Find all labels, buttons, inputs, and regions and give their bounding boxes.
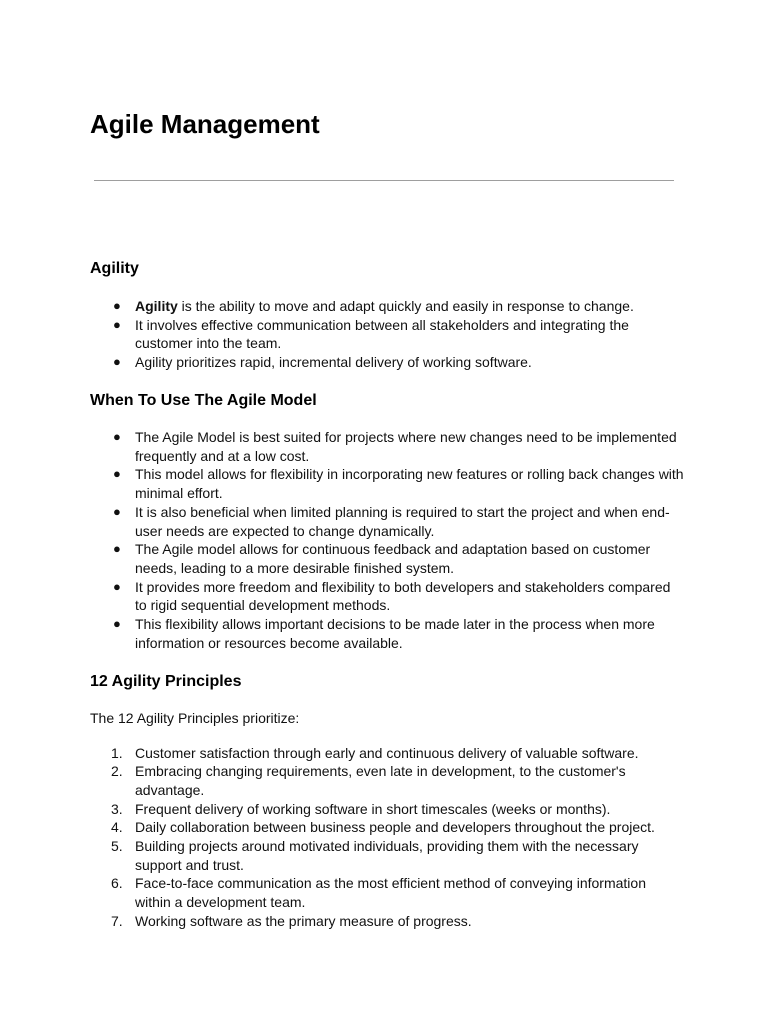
list-item-text: It provides more freedom and flexibility to both developers and stakeholders compared to rigid sequential development methods.: [135, 578, 671, 614]
bullet-icon: ●: [113, 616, 121, 632]
section-heading-principles: 12 Agility Principles: [90, 673, 242, 690]
list-item-text: Building projects around motivated individuals, providing them with the necessary support and trust.: [135, 838, 639, 873]
list-item-text: Agility prioritizes rapid, incremental delivery of working software.: [135, 354, 532, 371]
list-item-text: This model allows for flexibility in incorporating new features or rolling back changes with minimal effort.: [135, 466, 684, 502]
list-item-text: Working software as the primary measure of progress.: [135, 912, 472, 929]
list-item-text: Face-to-face communication as the most efficient method of conveying information within a development team.: [135, 875, 646, 911]
list-item-text: It involves effective communication between all stakeholders and integrating the customer into the team.: [135, 316, 629, 352]
list-number: 6.: [111, 875, 123, 892]
list-number: 7.: [111, 912, 123, 929]
principles-intro: The 12 Agility Principles prioritize:: [90, 710, 300, 726]
list-number: 4.: [111, 819, 123, 836]
section-heading-agility: Agility: [90, 260, 139, 277]
list-item: [90, 818, 685, 837]
list-item-text: The Agile Model is best suited for projects where new changes need to be implemented frequently and at a low cost.: [135, 429, 677, 464]
list-item: [90, 428, 685, 465]
bullet-icon: ●: [113, 466, 121, 482]
principles-numbered-list: [90, 744, 690, 931]
list-item-text: Frequent delivery of working software in short timescales (weeks or months).: [135, 800, 611, 817]
list-item-text: is the ability to move and adapt quickly and easily in response to change.: [177, 298, 634, 314]
list-item: [90, 615, 685, 652]
list-item: [90, 503, 685, 540]
list-item: [90, 800, 685, 819]
list-item-text: Embracing changing requirements, even late in development, to the customer's advantage.: [135, 763, 626, 798]
bullet-icon: ●: [113, 298, 121, 313]
list-item: [90, 540, 685, 577]
list-item: [90, 297, 685, 316]
list-item: [90, 762, 685, 799]
section-heading-when-to-use: When To Use The Agile Model: [90, 392, 317, 409]
list-item-text: Customer satisfaction through early and continuous delivery of valuable software.: [135, 744, 639, 761]
list-item: [90, 837, 685, 874]
section-principles: [90, 671, 690, 931]
section-when-to-use: [90, 390, 690, 652]
section-agility: [90, 258, 690, 372]
list-item: [90, 874, 685, 911]
title-divider: [94, 180, 674, 181]
list-item: [90, 465, 685, 502]
page-title: Agile Management: [90, 109, 320, 139]
list-number: 1.: [111, 744, 123, 761]
list-item-text: The Agile model allows for continuous feedback and adaptation based on customer needs, leading to a more desirable finished system.: [135, 541, 651, 576]
bullet-icon: ●: [113, 503, 121, 519]
list-number: 2.: [111, 763, 123, 780]
when-to-use-bullet-list: [90, 428, 690, 652]
list-item-text: This flexibility allows important decisions to be made later in the process when more information or resources become available.: [135, 616, 655, 651]
list-item-text: It is also beneficial when limited planning is required to start the project and when end-user needs are expected to change dynamically.: [135, 503, 670, 539]
bullet-icon: ●: [113, 316, 121, 332]
list-item: [90, 353, 685, 372]
list-item: [90, 316, 685, 353]
list-item: [90, 578, 685, 615]
list-item: [90, 744, 685, 763]
agility-bullet-list: [90, 297, 690, 372]
bullet-icon: ●: [113, 541, 121, 557]
list-number: 5.: [111, 838, 123, 855]
bold-term: Agility: [135, 298, 178, 314]
bullet-icon: ●: [113, 429, 121, 444]
bullet-icon: ●: [113, 578, 121, 594]
list-item: [90, 912, 685, 931]
bullet-icon: ●: [113, 354, 121, 370]
list-item-text: Daily collaboration between business people and developers throughout the project.: [135, 819, 655, 836]
list-number: 3.: [111, 800, 123, 817]
